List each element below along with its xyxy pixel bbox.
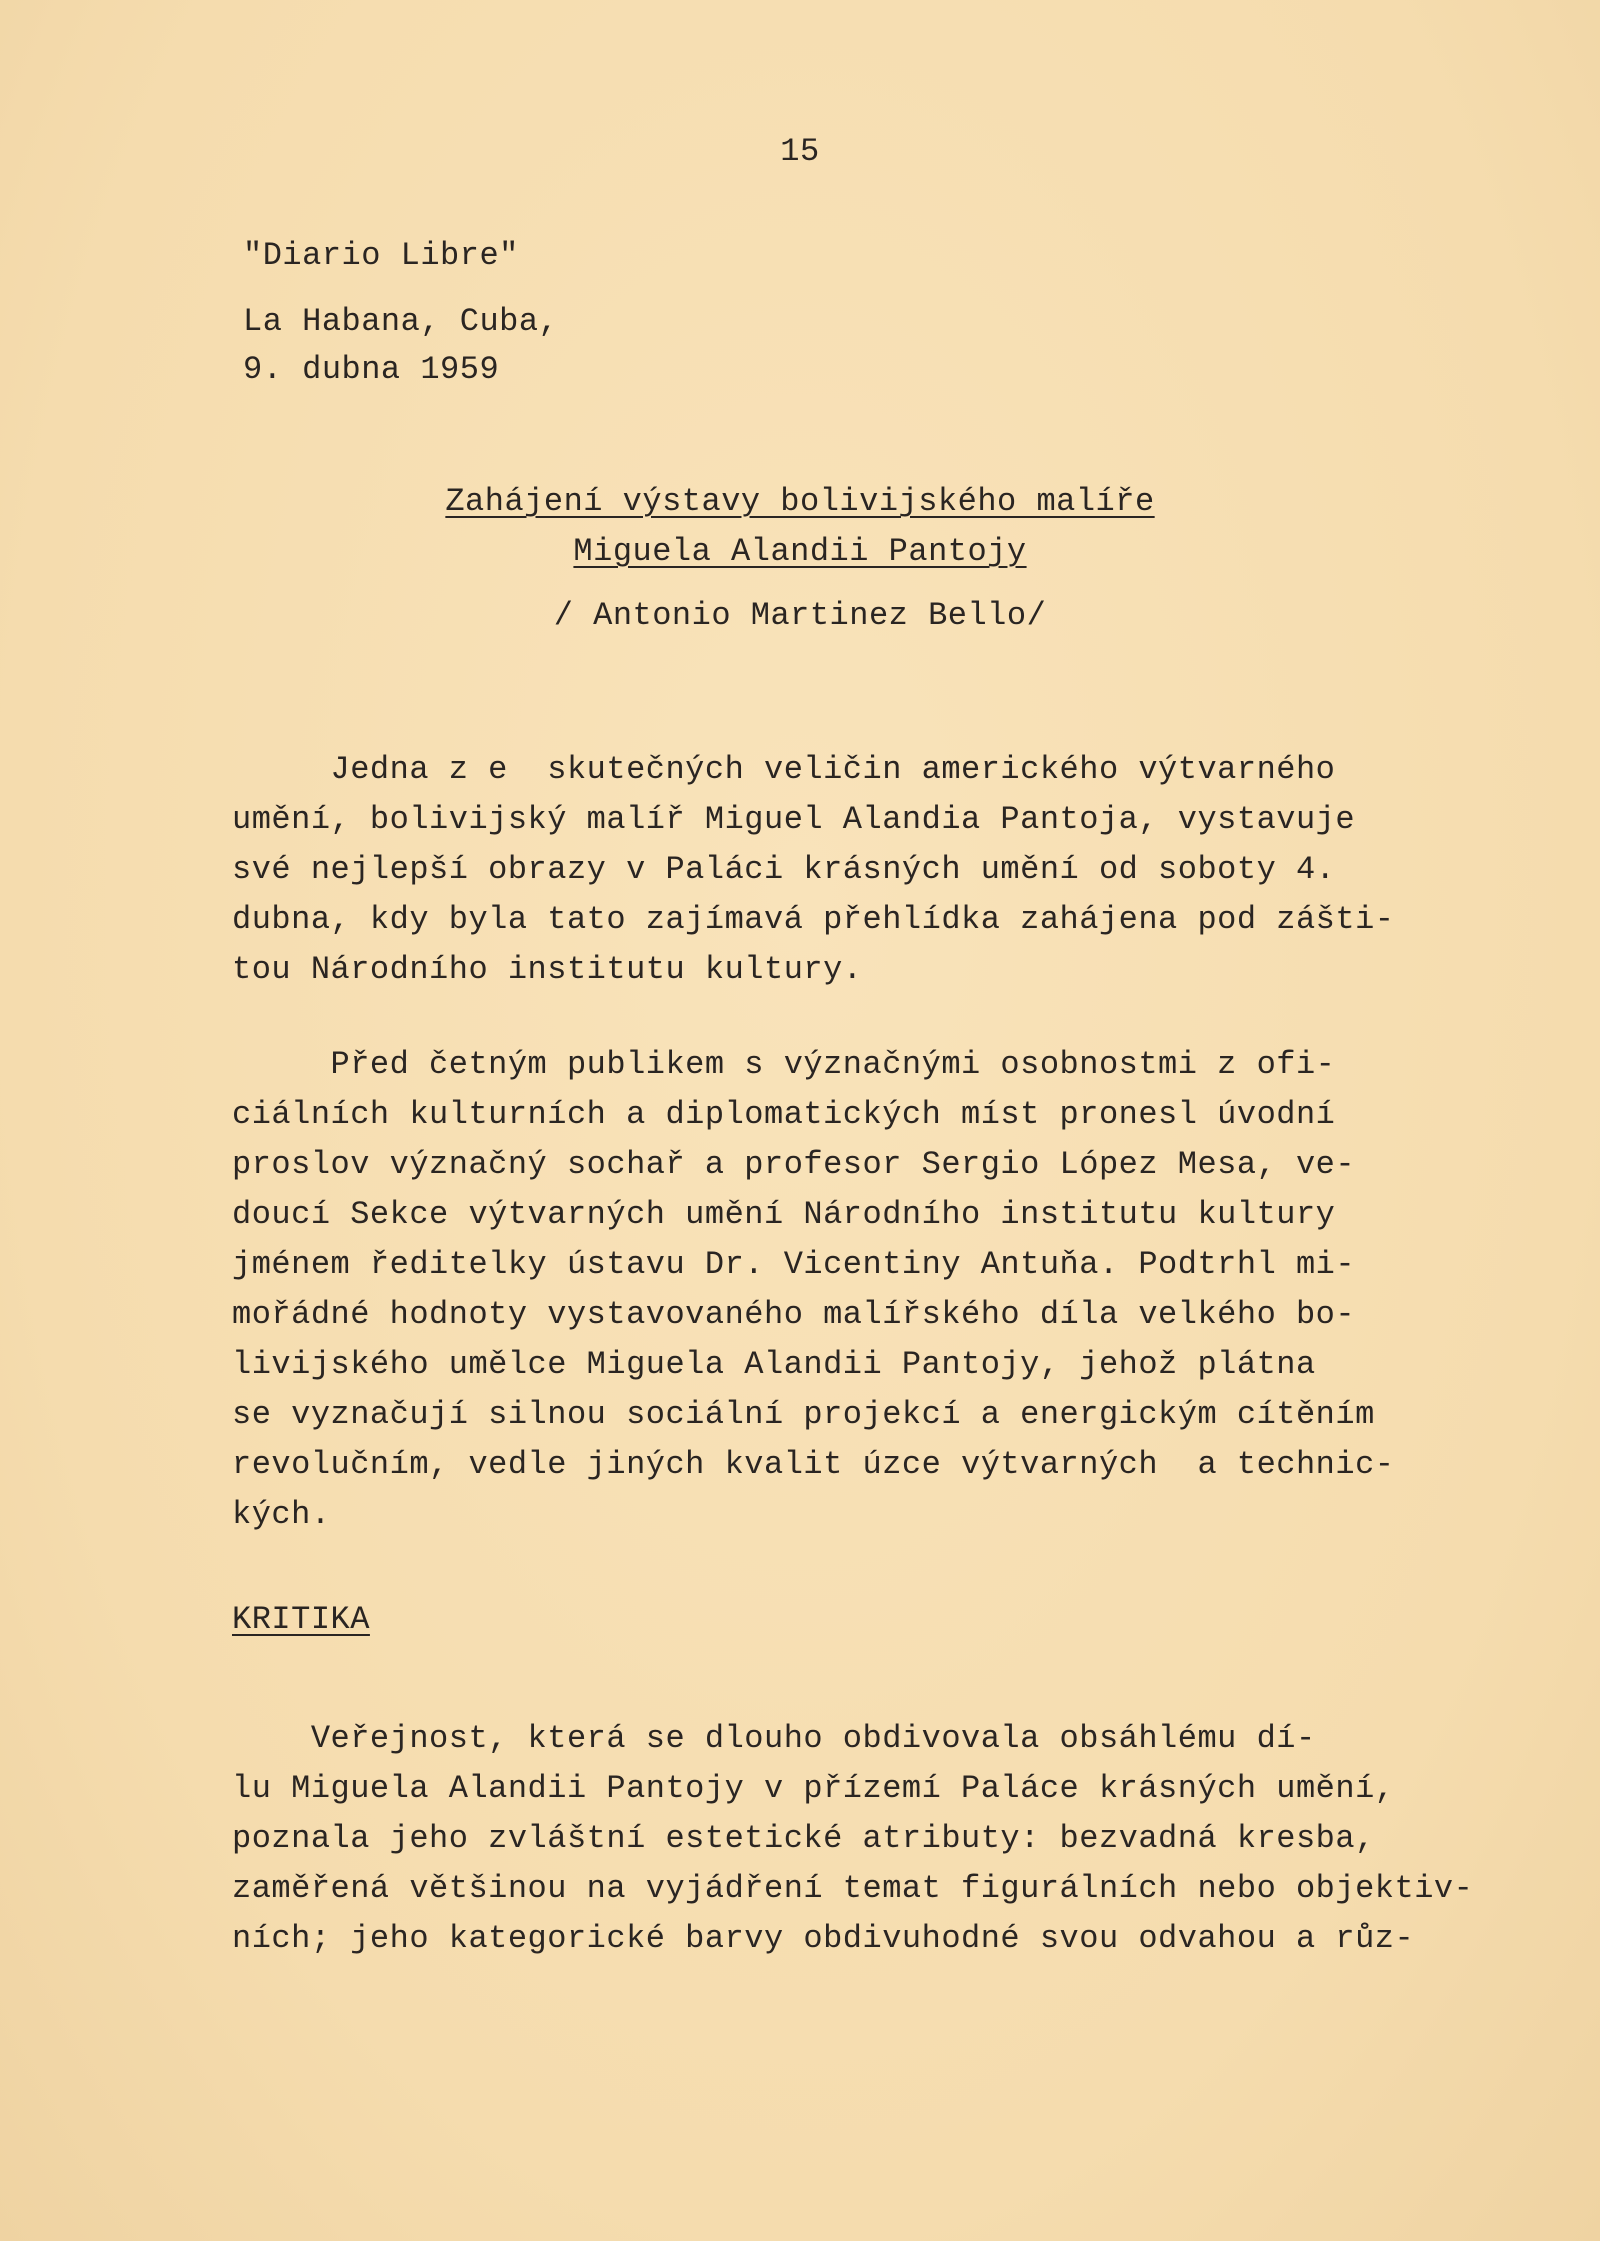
text-line: revolučním, vedle jiných kvalit úzce výtvarných a technic- (232, 1446, 1395, 1483)
title-line-1: Zahájení výstavy bolivijského malíře (445, 483, 1155, 520)
text-line: své nejlepší obrazy v Paláci krásných umění od soboty 4. (232, 851, 1336, 888)
place: La Habana, Cuba, (243, 303, 559, 340)
text-line: dubna, kdy byla tato zajímavá přehlídka zahájena pod zášti- (232, 901, 1395, 938)
text-line: ních; jeho kategorické barvy obdivuhodné svou odvahou a růz- (232, 1920, 1415, 1957)
title-line-2: Miguela Alandii Pantojy (573, 533, 1027, 570)
text-line: se vyznačují silnou sociální projekcí a energickým cítěním (232, 1396, 1375, 1433)
text-line: poznala jeho zvláštní estetické atributy: bezvadná kresba, (232, 1820, 1375, 1857)
text-line: Před četným publikem s význačnými osobnostmi z ofi- (232, 1046, 1336, 1083)
text-line: ciálních kulturních a diplomatických míst pronesl úvodní (232, 1096, 1336, 1133)
text-line: jménem ředitelky ústavu Dr. Vicentiny Antuňa. Podtrhl mi- (232, 1246, 1356, 1283)
text-line: doucí Sekce výtvarných umění Národního institutu kultury (232, 1196, 1336, 1233)
text-line: kých. (232, 1496, 331, 1533)
text-line: zaměřená většinou na vyjádření temat figurálních nebo objektiv- (232, 1870, 1474, 1907)
text-line: livijského umělce Miguela Alandii Pantojy, jehož plátna (232, 1346, 1316, 1383)
text-line: proslov význačný sochař a profesor Sergio López Mesa, ve- (232, 1146, 1356, 1183)
section-heading: KRITIKA (232, 1601, 370, 1638)
text-line: mořádné hodnoty vystavovaného malířského díla velkého bo- (232, 1296, 1356, 1333)
text-line: umění, bolivijský malíř Miguel Alandia Pantoja, vystavuje (232, 801, 1356, 838)
author: / Antonio Martinez Bello/ (553, 597, 1047, 634)
source-name: "Diario Libre" (243, 237, 519, 274)
text-line: Veřejnost, která se dlouho obdivovala obsáhlému dí- (232, 1720, 1316, 1757)
text-line: Jedna z e skutečných veličin amerického výtvarného (232, 751, 1336, 788)
text-line: lu Miguela Alandii Pantojy v přízemí Paláce krásných umění, (232, 1770, 1395, 1807)
date: 9. dubna 1959 (243, 351, 500, 388)
text-line: tou Národního institutu kultury. (232, 951, 863, 988)
page-number: 15 (780, 133, 820, 170)
